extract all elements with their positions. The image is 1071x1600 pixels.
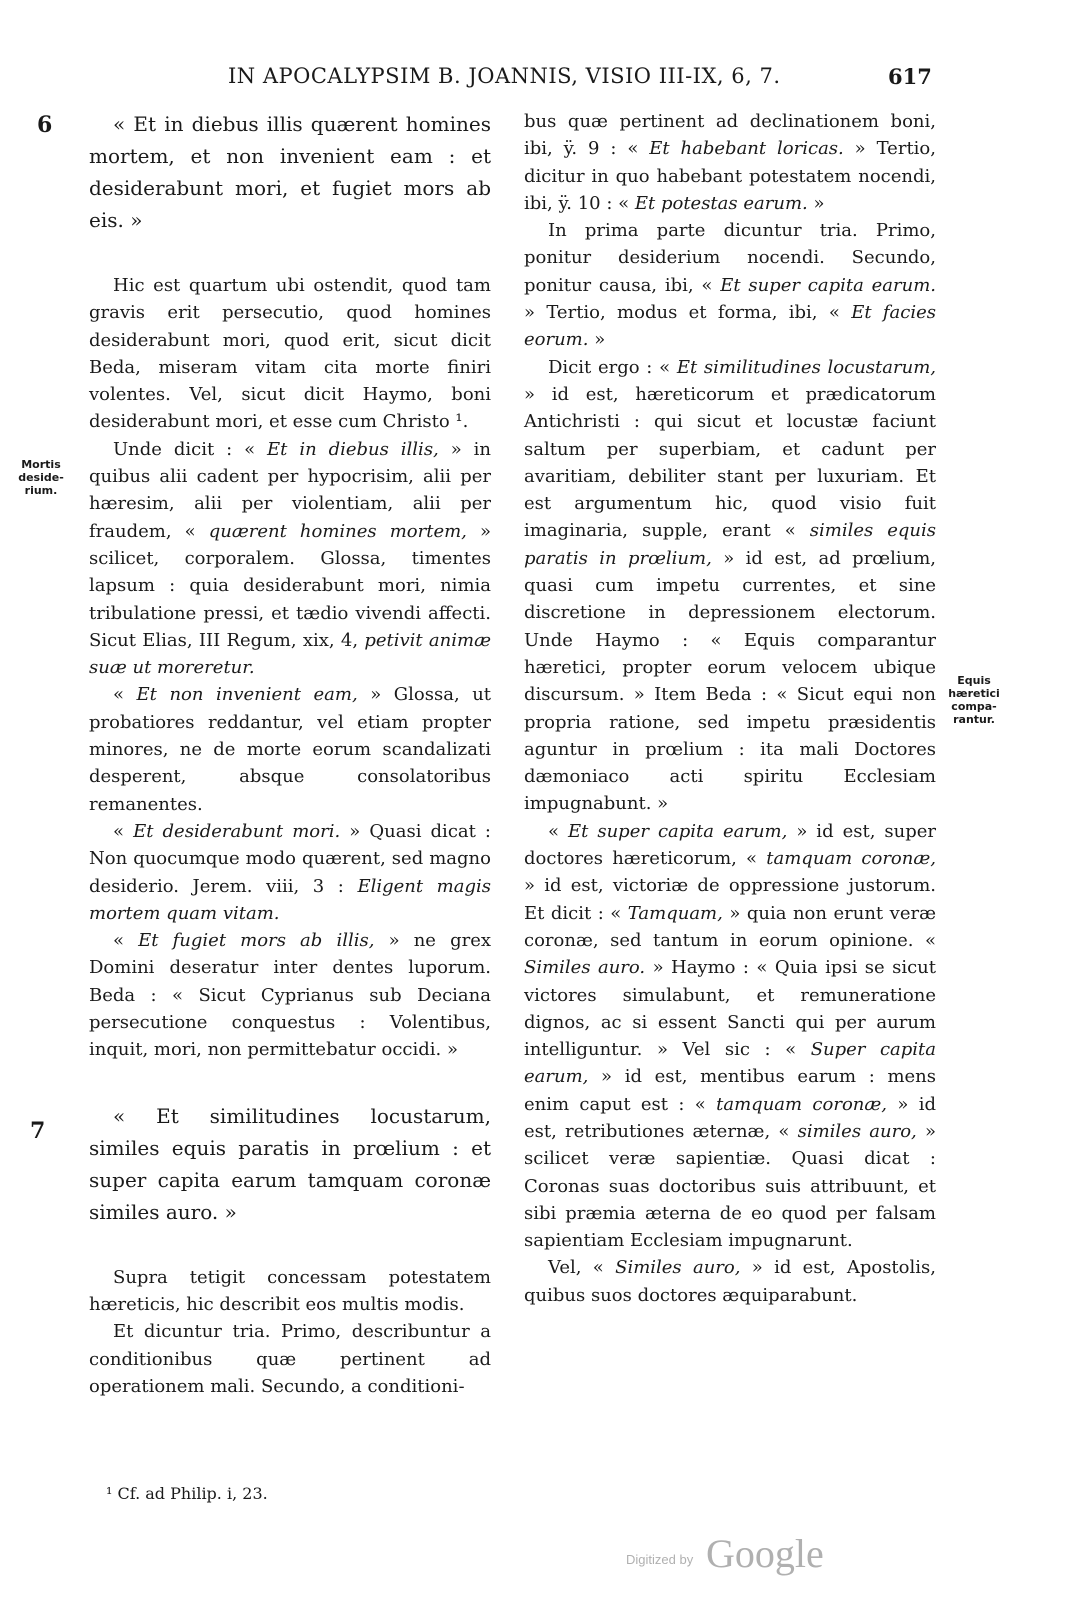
right-column — [524, 108, 936, 1309]
running-head — [0, 64, 1071, 100]
google-watermark — [626, 1530, 826, 1580]
paragraph: bus quæ pertinent ad declinationem boni, ibi, ÿ. 9 : « Et habebant loricas. » Tertio, dicitur in quo habebant potestatem nocendi, ibi, ÿ. 10 : « Et potestas earum. » — [524, 111, 936, 214]
paragraph: In prima parte dicuntur tria. Primo, ponitur desiderium nocendi. Secundo, ponitur causa, ibi, « Et super capita earum. » Tertio, modus et forma, ibi, « Et facies eorum. » — [524, 220, 936, 351]
paragraph: Et dicuntur tria. Primo, describuntur a conditionibus quæ pertinent ad operationem mali. Secundo, a conditioni- — [89, 1321, 491, 1397]
side-note-line: Equis — [957, 674, 991, 687]
paragraph: « Et fugiet mors ab illis, » ne grex Domini deseratur inter dentes luporum. Beda : « Sicut Cyprianus sub Deciana persecutione conquestus : Volentibus, inquit, mori, non permittebatur occidi. » — [89, 930, 492, 1061]
paragraph: Vel, « Similes auro, » id est, Apostolis, quibus suos doctores æquiparabunt. — [524, 1257, 936, 1306]
side-note-line: deside- — [18, 471, 64, 484]
watermark-prefix: Digitized by — [626, 1552, 694, 1567]
side-note-line: rantur. — [953, 713, 995, 726]
paragraph: « Et super capita earum, » id est, super doctores hæreticorum, « tamquam coronæ, » id est, victoriæ de oppressione justorum. Et dicit : « Tamquam, » quia non erunt veræ coronæ, sed tantum in eorum opinione. « Similes auro. » Haymo : « Quia ipsi se sicut victores simulabunt, et remuneratione dignos, ac si essent Sancti qui per aurum intelliguntur. » Vel sic : « Super capita earum, » id est, mentibus earum : mens enim caput est : « tamquam coronæ, » id est, retributiones æternæ, « similes auro, » scilicet veræ sapientiæ. Quasi dicat : Coronas suas doctoribus suis attribuunt, et sibi præmia æterna de eo quod per falsam sapientiam Ecclesiam impugnarunt. — [524, 820, 937, 1252]
side-note-line: compa- — [951, 700, 997, 713]
side-note-line: hæretici — [948, 687, 1000, 700]
paragraph: Hic est quartum ubi ostendit, quod tam gravis erit persecutio, quod homines desiderabunt mori, quod erit, sicut dicit Beda, miseram vitam cita morte finiri volentes. Vel, sicut dicit Haymo, boni desiderabunt mori, et esse cum Christo ¹. — [89, 275, 491, 433]
paragraph: Supra tetigit concessam potestatem hæreticis, hic describit eos multis modis. — [89, 1266, 491, 1315]
running-title: IN APOCALYPSIM B. JOANNIS, VISIO III-IX, 6, 7. — [228, 64, 781, 88]
side-note-line: Mortis — [21, 458, 61, 471]
lemma-verse-7: « Et similitudines locustarum, similes equis paratis in prœlium : et super capita earum tamquam coronæ similes auro. » — [89, 1103, 491, 1224]
verse-number-7: 7 — [30, 1118, 46, 1144]
page-number: 617 — [888, 64, 932, 89]
lemma-verse-6: « Et in diebus illis quærent homines mortem, et non invenient eam : et desiderabunt mori, et fugiet mors ab eis. » — [89, 112, 491, 232]
paragraph: Dicit ergo : « Et similitudines locustarum, » id est, hæreticorum et prædicatorum Antichristi : qui sicut et locustæ faciunt saltum per superbiam, et cadunt per avaritiam, debiliter stant per luxuriam. Et est argumentum hic, quod visio fuit imaginaria, supple, erant « similes equis paratis in prœlium, » id est, ad prœlium, quasi cum impetu currentes, et sine discretione in depressionem electorum. Unde Haymo : « Equis comparantur hæretici, propter eorum velocem ubique discursum. » Item Beda : « Sicut equi non propria ratione, sed impetu præsidentis aguntur in prœlium : ita mali Doctores dæmoniaco acti spiritu Ecclesiam impugnabunt. » — [524, 356, 936, 815]
side-note-right — [944, 674, 1004, 726]
google-logo: Google — [706, 1531, 824, 1576]
paragraph: « Et desiderabunt mori. » Quasi dicat : Non quocumque modo quærent, sed magno desiderio. Jerem. viii, 3 : Eligent magis mortem quam vitam. — [89, 820, 492, 924]
footnote: ¹ Cf. ad Philip. i, 23. — [106, 1484, 268, 1503]
paragraph: « Et non invenient eam, » Glossa, ut probatiores reddantur, vel etiam propter minores, ne de morte eorum scandalizati desperent, absque consolatoribus remanentes. — [89, 684, 492, 815]
side-note-line: rium. — [24, 484, 58, 497]
side-note-left — [16, 458, 66, 497]
left-column — [89, 108, 491, 1400]
verse-number-6: 6 — [37, 112, 53, 138]
paragraph: Unde dicit : « Et in diebus illis, » in quibus alii cadent per hypocrisim, alii per hæresim, alii per violentiam, alii per fraudem, « quærent homines mortem, » scilicet, corporalem. Glossa, timentes lapsum : quia desiderabunt mori, nimia tribulatione pressi, et tædio vivendi affecti. Sicut Elias, III Regum, xix, 4, petivit animæ suæ ut moreretur. — [89, 438, 492, 679]
